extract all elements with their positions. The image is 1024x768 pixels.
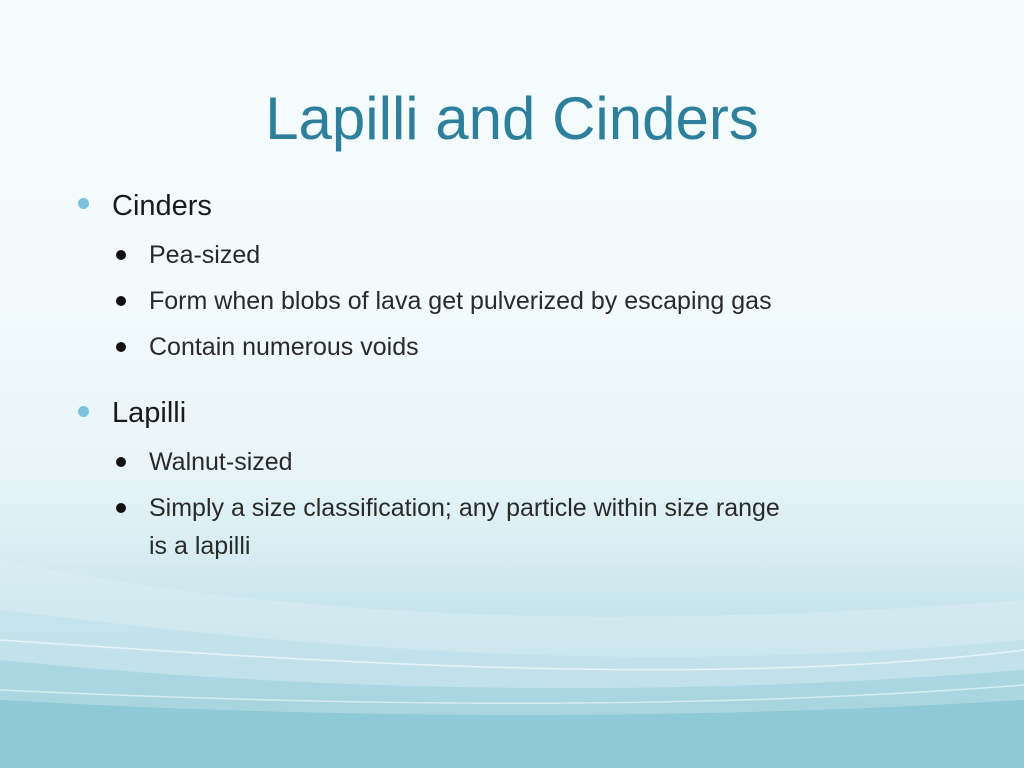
sub-item: Form when blobs of lava get pulverized by escaping gas	[149, 287, 772, 315]
bullet-icon	[116, 503, 126, 513]
list-item-lapilli: Lapilli	[112, 397, 187, 429]
slide-title: Lapilli and Cinders	[265, 85, 759, 152]
sub-item: Simply a size classification; any particle within size range	[149, 494, 780, 522]
bullet-icon	[116, 296, 126, 306]
sub-item: Walnut-sized	[149, 448, 293, 476]
bullet-icon	[116, 457, 126, 467]
list-item-cinders: Cinders	[112, 190, 212, 222]
sub-item: Pea-sized	[149, 241, 261, 269]
bullet-icon	[116, 342, 126, 352]
bullet-icon	[116, 250, 126, 260]
bullet-icon	[78, 198, 89, 209]
sub-item: Contain numerous voids	[149, 333, 419, 361]
bullet-icon	[78, 406, 89, 417]
sub-item-continuation: is a lapilli	[149, 532, 251, 560]
